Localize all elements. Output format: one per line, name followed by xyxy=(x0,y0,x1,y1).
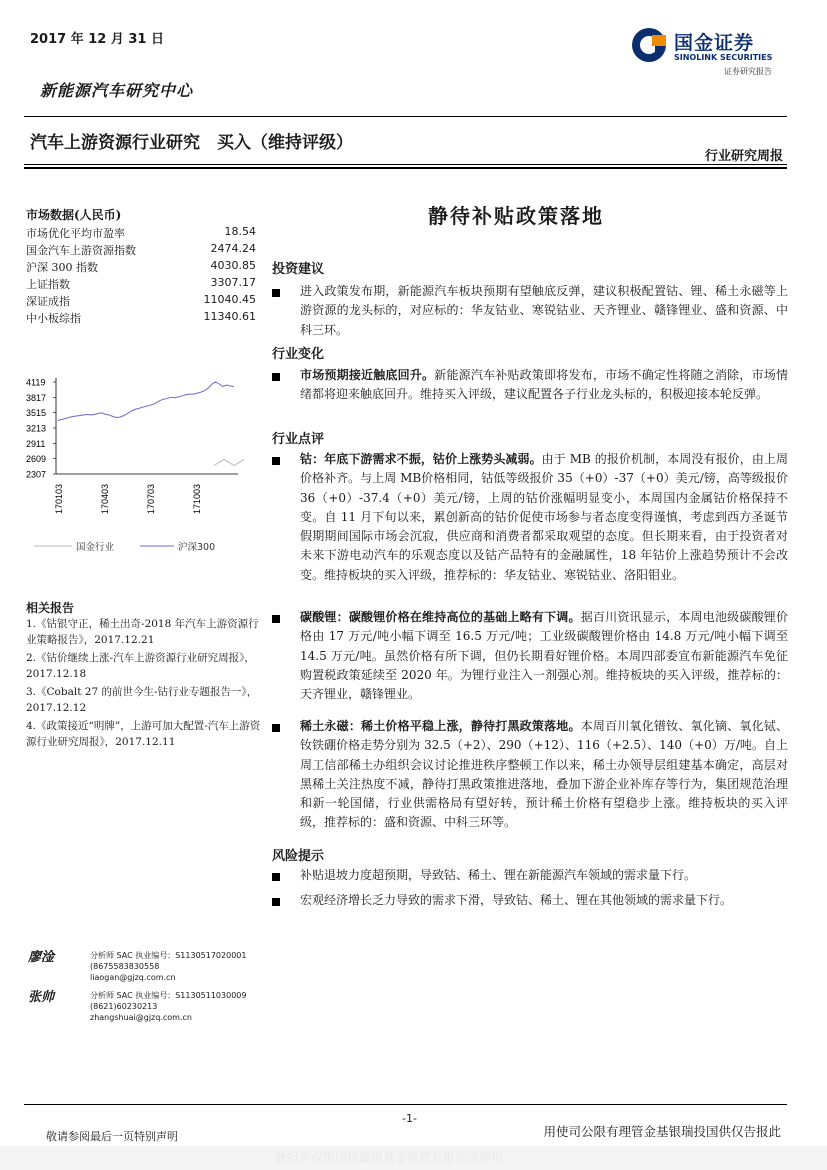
x-tick-label: 171003 xyxy=(192,483,202,514)
industry-line xyxy=(214,460,244,466)
hs300-line xyxy=(58,382,234,421)
y-tick-label: 2307 xyxy=(26,469,47,480)
x-tick-label: 170103 xyxy=(54,483,64,514)
research-center: 新能源汽车研究中心 xyxy=(40,81,194,100)
y-tick-label: 3515 xyxy=(26,408,47,419)
y-tick-label: 3213 xyxy=(26,423,47,434)
analyst-info: 分析师 SAC 执业编号：S1130517020001 (8675583830558 liaogan@gjzq.com.cn xyxy=(90,951,247,982)
bullet-icon xyxy=(272,898,280,906)
page-number: -1- xyxy=(402,1112,417,1125)
bullet-icon xyxy=(272,373,280,381)
x-tick-label: 170703 xyxy=(146,483,156,514)
bullet-icon xyxy=(272,615,280,623)
paragraph: 稀土永磁：稀土价格平稳上涨，静待打黑政策落地。本周百川氧化镨钕、氧化镝、氧化铽、钕铁硼价格走势分别为 32.5（+2）、290（+12）、116（+2.5）、140（+0）万/吨。自上周工信部稀土办组织会议讨论推进秩序整顿工作以来，稀土办领导层组建基本确定，高层对黑稀土关注热度不减，静待打黑政策推进落地，叠加下游企业补库存等行为，集团规范治理和新一轮国储，行业供需格局有望好转，预计稀土价格有望稳步上涨。维持板块的买入评级，推荐标的：盛和资源、中科三环等。 xyxy=(300,719,788,830)
logo-mark-icon xyxy=(630,26,668,64)
market-row: 中小板综指 11340.61 xyxy=(26,310,256,325)
logo-name: 国金证券 xyxy=(674,32,755,54)
header-divider xyxy=(24,116,787,117)
section-heading: 投资建议 xyxy=(272,262,325,277)
index-line-chart xyxy=(22,370,244,560)
bullet-icon xyxy=(272,724,280,732)
legend-hs300-label: 沪深300 xyxy=(178,542,216,553)
related-report-item[interactable]: 3.《Cobalt 27 的前世今生-钴行业专题报告一》，2017.12.12 xyxy=(26,686,258,714)
report-type: 行业研究周报 xyxy=(704,149,783,164)
bullet-icon xyxy=(272,457,280,465)
header-divider-double-top xyxy=(24,164,787,165)
related-report-item[interactable]: 1.《钴银守正，稀土出奇-2018 年汽车上游资源行业策略报告》，2017.12.21 xyxy=(26,618,259,646)
bullet-icon xyxy=(272,873,280,881)
paragraph: 碳酸锂：碳酸锂价格在维持高位的基础上略有下调。据百川资讯显示，本周电池级碳酸锂价格由 17 万元/吨小幅下调至 16.5 万元/吨；工业级碳酸锂价格由 14.8 万元/吨小幅下调至 14.5 万元/吨。虽然价格有所下调，但仍长期看好锂价格。本周四部委宣布新能源汽车免征购置税政策延续至 2020 年。为锂行业注入一剂强心剂。维持板块的买入评级，推荐标的：天齐锂业，赣锋锂业。 xyxy=(300,610,788,702)
paragraph: 钴：年底下游需求不振，钴价上涨势头减弱。由于 MB 的报价机制，本周没有报价，由上周价格补齐。与上周 MB价格相同，钴低等级报价 35（+0）-37（+0）美元/镑，高等级报价 36（+0）-37.4（+0）美元/镑，上周的钴价涨幅明显变小，本周国内金属钴价格保持不变。自 11 月下旬以来，累创新高的钴价促使市场参与者态度变得谨慎，考虑到西方圣诞节假期期间国际市场会沉寂，供应商和消费者都采取观望的态度。但长期来看，由于投资者对未来下游电动汽车的乐观态度以及钴产品特有的金融属性，18 年钴价上涨趋势预计不会改变。维持板块的买入评级，推荐标的：华友钴业、寒锐钴业、洛阳钼业。 xyxy=(300,452,788,582)
paragraph: 补贴退坡力度超预期，导致钴、稀土、锂在新能源汽车领域的需求量下行。 xyxy=(300,868,697,882)
paragraph: 宏观经济增长乏力导致的需求下滑，导致钴、稀土、锂在其他领域的需求量下行。 xyxy=(300,893,733,907)
related-report-item[interactable]: 2.《钴价继续上涨-汽车上游资源行业研究周报》，2017.12.18 xyxy=(26,652,255,680)
related-report-item[interactable]: 4.《政策接近“明牌”，上游可加大配置-汽车上游资源行业研究周报》，2017.12.11 xyxy=(26,720,261,748)
paragraph: 进入政策发布期，新能源汽车板块预期有望触底反弹，建议积极配置钴、锂、稀土永磁等上游资源的龙头标的，对应标的：华友钴业、寒锐钴业、天齐锂业、赣锋锂业、盛和资源、中科三环。 xyxy=(300,284,788,337)
footer-divider xyxy=(24,1104,787,1105)
analyst-info: 分析师 SAC 执业编号：S1130511030009 (8621)60230213 zhangshuai@gjzq.com.cn xyxy=(90,991,247,1022)
market-row: 沪深 300 指数 4030.85 xyxy=(26,259,256,274)
legend-industry-label: 国金行业 xyxy=(76,542,115,553)
x-tick-label: 170403 xyxy=(100,483,110,514)
y-tick-label: 3817 xyxy=(26,392,47,403)
market-row: 深证成指 11040.45 xyxy=(26,293,256,308)
y-tick-label: 2911 xyxy=(26,438,46,449)
report-date: 2017 年 12 月 31 日 xyxy=(30,32,164,47)
footer-watermark: 此报告仅供国投瑞银基金管理有限公司使用 xyxy=(275,1151,504,1165)
paragraph: 市场预期接近触底回升。新能源汽车补贴政策即将发布，市场不确定性将随之消除，市场情绪都将迎来触底回升。维持买入评级，建议配置各子行业龙头标的，积极迎接本轮反弹。 xyxy=(300,368,788,402)
section-heading: 风险提示 xyxy=(272,849,325,864)
market-data-title: 市场数据(人民币) xyxy=(26,208,122,222)
analyst-name: 张帅 xyxy=(28,990,55,1005)
section-heading: 行业变化 xyxy=(272,347,325,362)
logo-english: SINOLINK SECURITIES xyxy=(674,53,773,62)
logo-subtitle: 证券研究报告 xyxy=(724,67,772,76)
y-tick-label: 2609 xyxy=(26,454,47,465)
header-divider-double-bottom xyxy=(24,167,787,169)
market-row: 市场优化平均市盈率 18.54 xyxy=(26,225,256,240)
company-logo xyxy=(630,24,800,79)
related-reports-title: 相关报告 xyxy=(26,601,75,615)
bullet-icon xyxy=(272,289,280,297)
footer-disclaimer: 敬请参阅最后一页特别声明 xyxy=(46,1130,178,1143)
market-row: 上证指数 3307.17 xyxy=(26,276,256,291)
market-row: 国金汽车上游资源指数 2474.24 xyxy=(26,242,256,257)
main-title: 静待补贴政策落地 xyxy=(428,204,604,228)
section-heading: 行业点评 xyxy=(272,432,325,447)
analyst-name: 廖淦 xyxy=(28,950,55,965)
y-tick-label: 4119 xyxy=(26,377,46,388)
footer-notice: 用使司公限有理管金基银瑞投国供仅告报此 xyxy=(543,1124,781,1139)
report-title: 汽车上游资源行业研究 买入（维持评级） xyxy=(30,133,353,153)
